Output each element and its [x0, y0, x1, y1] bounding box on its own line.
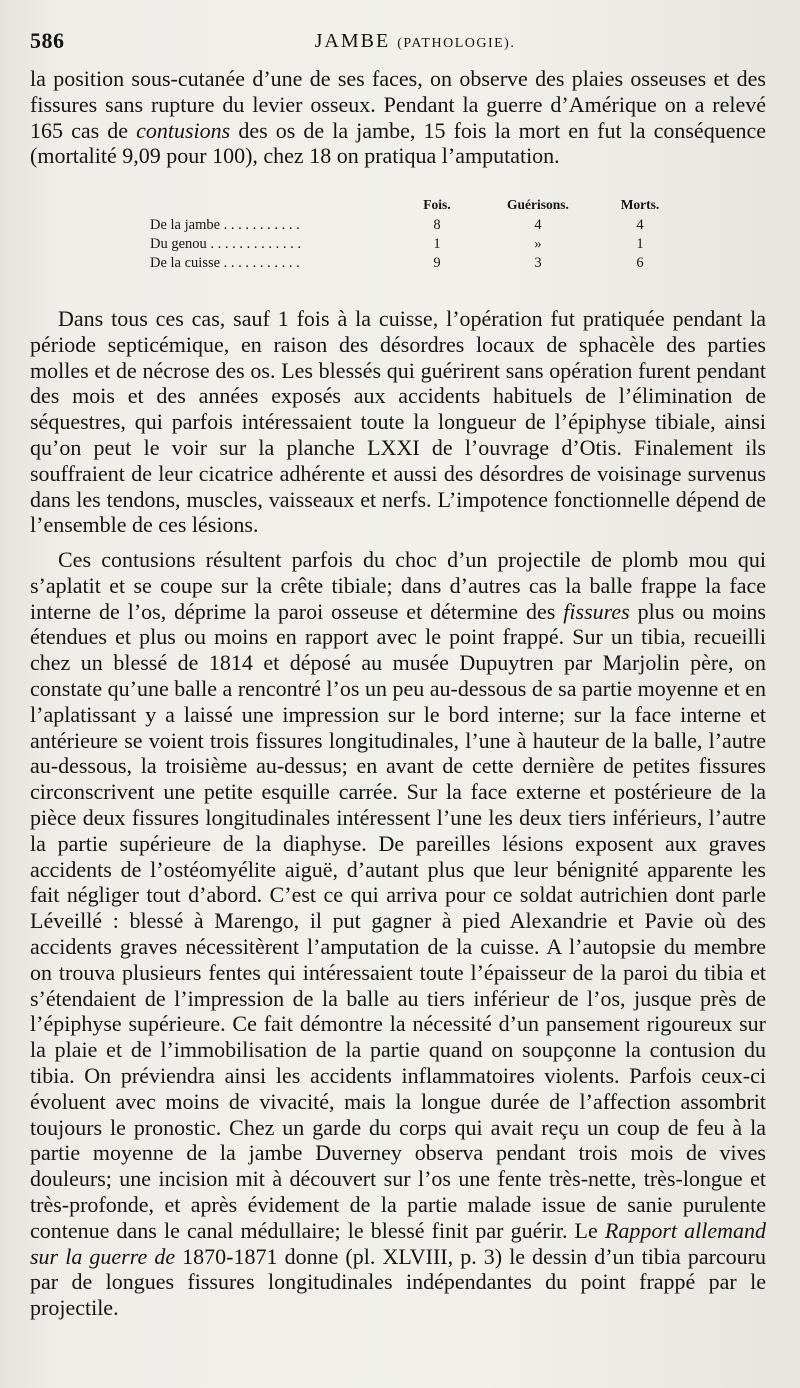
amputation-stats-table	[150, 195, 670, 273]
table-header-fois: Fois.	[423, 197, 451, 212]
page-number: 586	[30, 28, 65, 53]
paragraph-3-italic-b: Rapport allemand sur la guerre de	[30, 1217, 766, 1269]
paragraph-1-italic: contusions	[136, 117, 231, 143]
table-cell-fois: 8	[433, 217, 441, 233]
paragraph-3	[30, 547, 766, 1321]
table-cell-guerisons: »	[534, 236, 542, 252]
table-cell-guerisons: 4	[534, 217, 542, 233]
table-row-label: De la cuisse . . . . . . . . . . .	[150, 255, 300, 271]
running-head-title: JAMBE	[314, 30, 391, 52]
table-row	[150, 216, 670, 235]
paragraph-2: Dans tous ces cas, sauf 1 fois à la cuisse, l’opération fut pratiquée pendant la période septicémique, en raison des désordres locaux de sphacèle des parties molles et de nécrose des os. Les blessés qui guérirent sans opération furent pendant des mois et des années exposés aux accidents habituels de l’élimination de séquestres, qui parfois intéressaient toute la longueur de l’épiphyse tibiale, ainsi qu’on peut le voir sur la planche LXXI de l’ouvrage d’Otis. Finalement ils souffraient de leur cicatrice adhérente et aussi des désordres de voisinage survenus dans les tendons, muscles, vaisseaux et nerfs. L’impotence fonctionnelle dépend de l’ensemble de ces lésions.	[30, 306, 766, 538]
table-cell-morts: 1	[636, 236, 644, 252]
paragraph-3-italic-a: fissures	[563, 598, 630, 624]
table-header-morts: Morts.	[620, 197, 660, 212]
table-cell-guerisons: 3	[534, 255, 542, 271]
table-row	[150, 254, 670, 273]
table-cell-morts: 4	[636, 217, 644, 233]
table-row	[150, 235, 670, 254]
paragraph-3-text-b: plus ou moins étendues et plus ou moins en rapport avec le point frappé. Sur un tibia, recueilli chez un blessé de 1814 et déposé au musée Dupuytren par Marjolin père, on constate qu’une balle a rencontré l’os un peu au-dessous de sa partie moyenne et en l’aplatissant y a laissé une impression sur le bord interne; sur la face interne et antérieure se voient trois fissures longitudinales, l’une à hauteur de la balle, l’autre au-dessous, la troisième au-dessus; en avant de cette dernière de petites fissures circonscrivent une petite esquille carrée. Sur la face externe et postérieure de la pièce deux fissures longitudinales intéressent l’une les deux tiers inférieurs, l’autre la partie supérieure de la diaphyse. De pareilles lésions exposent aux graves accidents de l’ostéomyélite aiguë, d’autant plus que leur bénignité apparente les fait négliger tout d’abord. C’est ce qui arriva pour ce soldat autrichien dont parle Léveillé : blessé à Marengo, il put gagner à pied Alexandrie et Pavie où des accidents graves nécessitèrent l’amputation de la cuisse. A l’autopsie du membre on trouva plusieurs fentes qui intéressaient toute l’épaisseur de la paroi du tibia et s’étendaient de l’impression de la balle au tiers inférieur de l’os, jusque près de l’épiphyse supérieure. Ce fait démontre la nécessité d’un pansement rigoureux sur la plaie et de l’immobilisation de la partie quand on soupçonne la contusion du tibia. On préviendra ainsi les accidents inflammatoires violents. Parfois ceux-ci évoluent avec moins de vivacité, mais la longue durée de l’affection assombrit toujours le pronostic. Chez un garde du corps qui avait reçu un coup de feu à la partie moyenne de la jambe Duverney observa pendant trois mois de vives douleurs; une incision mit à découvert sur l’os une fente très-nette, très-longue et très-profonde, et après évidement de la partie malade issue de sanie purulente contenue dans le canal médullaire; le blessé finit par guérir. Le	[30, 598, 766, 1243]
table-row-label: De la jambe . . . . . . . . . . .	[150, 217, 300, 233]
table-cell-fois: 1	[433, 236, 441, 252]
table-header-guerisons: Guérisons.	[507, 197, 569, 212]
table-row-label: Du genou . . . . . . . . . . . . .	[150, 236, 302, 252]
running-head	[30, 30, 760, 53]
paragraph-1-text-b: des os de la jambe, 15 fois la mort en fut la conséquence (mortalité 9,09 pour 100), chez 18 on pratiqua l’amputation.	[30, 117, 766, 169]
paragraph-1	[30, 66, 766, 169]
paragraph-3-text-c: 1870-1871 donne (pl. XLVIII, p. 3) le dessin d’un tibia parcouru par de longues fissures longitudinales indépendantes du point frappé par le projectile.	[30, 1243, 767, 1321]
table-cell-fois: 9	[433, 255, 441, 271]
page-header	[30, 28, 760, 62]
table-cell-morts: 6	[636, 255, 644, 271]
paragraph-3-text-a: Ces contusions résultent parfois du choc d’un projectile de plomb mou qui s’aplatit et se coupe sur la crête tibiale; dans d’autres cas la balle frappe la face interne de l’os, déprime la paroi osseuse et détermine des	[30, 547, 766, 624]
table-header-row	[150, 195, 670, 216]
paragraph-1-text-a: la position sous-cutanée d’une de ses faces, on observe des plaies osseuses et des fissures sans rupture du levier osseux. Pendant la guerre d’Amérique on a relevé 165 cas de	[30, 66, 766, 143]
running-head-subtitle: (PATHOLOGIE).	[397, 36, 516, 51]
